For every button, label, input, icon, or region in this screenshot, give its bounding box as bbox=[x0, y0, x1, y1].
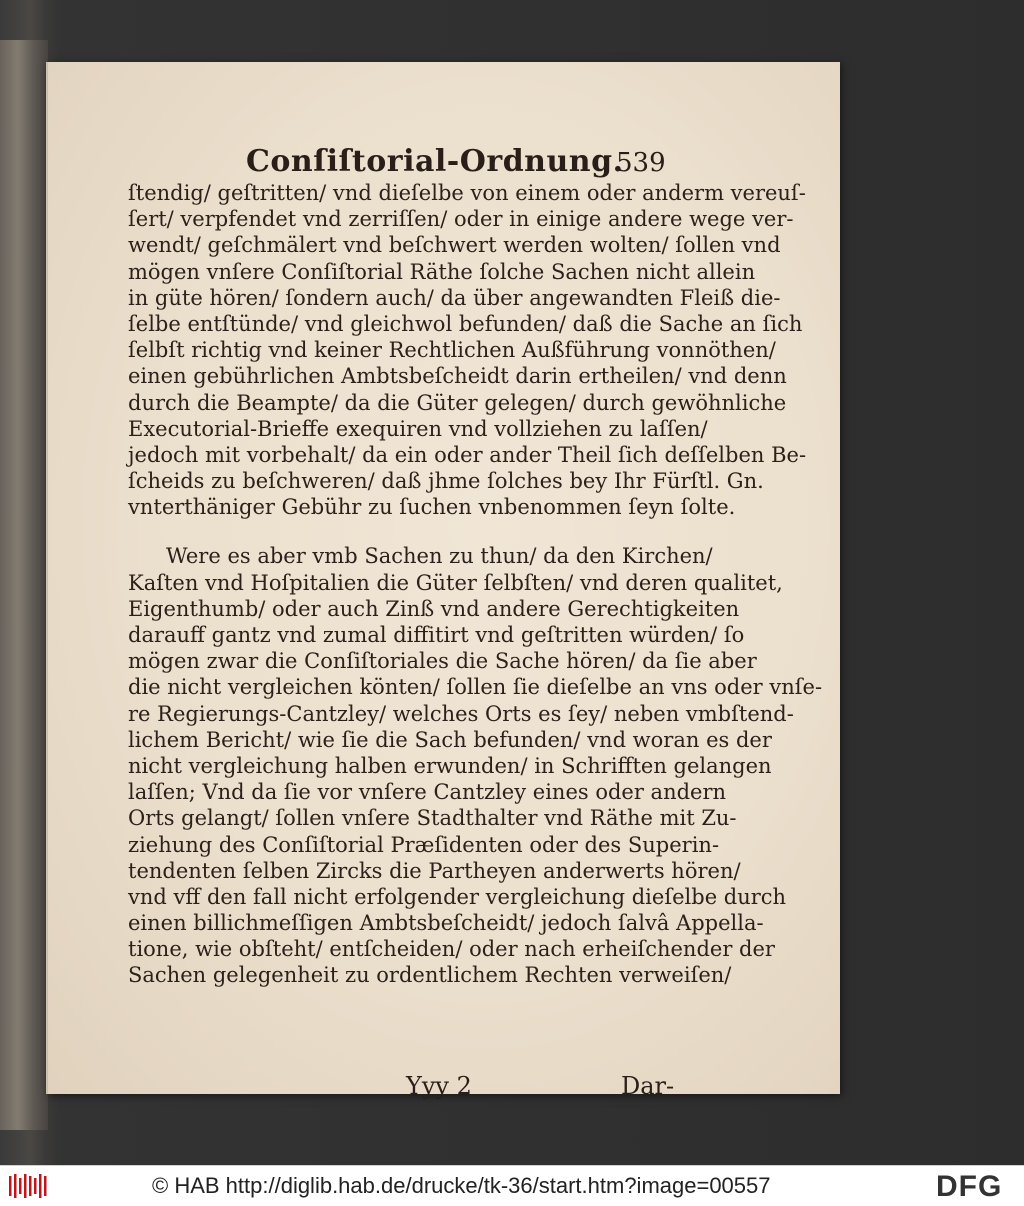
text-line: ſert/ verpfendet vnd zerriſſen/ oder in einige andere wege ver- bbox=[128, 207, 794, 232]
text-line: re Regierungs-Cantzley/ welches Orts es ſey/ neben vmbſtend- bbox=[128, 701, 794, 726]
hab-logo-icon bbox=[8, 1172, 48, 1200]
text-line: die nicht vergleichen könten/ ſollen ſie dieſelbe an vns oder vnſe- bbox=[128, 675, 823, 700]
text-line: ſtendig/ geſtritten/ vnd dieſelbe von einem oder anderm vereuſ- bbox=[128, 181, 806, 205]
page-number: 539 bbox=[616, 148, 666, 178]
text-line: Eigenthumb/ oder auch Zinß vnd andere Gerechtigkeiten bbox=[128, 596, 740, 621]
text-line: einen gebührlichen Ambtsbeſcheidt darin ertheilen/ vnd denn bbox=[128, 364, 787, 389]
running-head bbox=[48, 144, 840, 184]
text-line: darauff gantz vnd zumal diffitirt vnd geſtritten würden/ ſo bbox=[128, 623, 745, 647]
paragraph-2 bbox=[128, 543, 823, 988]
text-line: Kaſten vnd Hoſpitalien die Güter ſelbſten/ vnd deren qualitet, bbox=[128, 570, 783, 595]
text-line: Orts gelangt/ ſollen vnſere Stadthalter vnd Räthe mit Zu- bbox=[128, 806, 737, 831]
text-line: nicht vergleichung halben erwunden/ in Schrifften gelangen bbox=[128, 753, 772, 778]
text-line: ſelbſt richtig vnd keiner Rechtlichen Außführung vonnöthen/ bbox=[128, 338, 776, 363]
text-line: tione, wie obſteht/ entſcheiden/ oder nach erheiſchender der bbox=[128, 937, 775, 962]
dfg-logo: DFG bbox=[936, 1170, 1003, 1203]
text-line: Executorial-Brieffe exequiren vnd vollziehen zu laſſen/ bbox=[128, 416, 708, 441]
text-line: Sachen gelegenheit zu ordentlichem Rechten verweiſen/ bbox=[128, 963, 732, 988]
text-line: jedoch mit vorbehalt/ da ein oder ander Theil ſich deſſelben Be- bbox=[128, 442, 807, 467]
text-line: laſſen; Vnd da ſie vor vnſere Cantzley eines oder andern bbox=[128, 780, 727, 805]
text-line: wendt/ geſchmälert vnd beſchwert werden wolten/ ſollen vnd bbox=[128, 233, 781, 258]
text-line: mögen vnſere Conſiſtorial Räthe ſolche Sachen nicht allein bbox=[128, 259, 756, 284]
text-line: ziehung des Conſiſtorial Præſidenten oder des Superin- bbox=[128, 832, 720, 857]
text-line: tendenten ſelben Zircks die Partheyen anderwerts hören/ bbox=[128, 858, 741, 883]
text-line: vnd vff den fall nicht erfolgender vergleichung dieſelbe durch bbox=[128, 884, 787, 909]
copyright-url-text: © HAB http://diglib.hab.de/drucke/tk-36/start.htm?image=00557 bbox=[152, 1173, 771, 1198]
text-line: Were es aber vmb Sachen zu thun/ da den Kirchen/ bbox=[166, 544, 713, 569]
text-line: ſcheids zu beſchweren/ daß jhme ſolches bey Ihr Fürſtl. Gn. bbox=[128, 469, 764, 494]
text-line: durch die Beampte/ da die Güter gelegen/ durch gewöhnliche bbox=[128, 390, 787, 415]
book-page bbox=[46, 62, 840, 1100]
text-line: lichem Bericht/ wie ſie die Sach befunden/ vnd woran es der bbox=[128, 727, 772, 752]
text-line: mögen zwar die Conſiſtoriales die Sache hören/ da ſie aber bbox=[128, 649, 757, 674]
text-line: vnterthäniger Gebühr zu ſuchen vnbenommen ſeyn ſolte. bbox=[128, 495, 736, 520]
left-page-edge bbox=[0, 40, 48, 1130]
footer-bar bbox=[0, 1165, 1024, 1206]
text-line: ſelbe entſtünde/ vnd gleichwol befunden/ daß die Sache an ſich bbox=[128, 311, 803, 336]
signature-mark: Yyy 2 bbox=[406, 1072, 472, 1100]
running-title: Conſiſtorial-Ordnung. bbox=[246, 144, 624, 179]
catchword: Dar- bbox=[621, 1072, 675, 1100]
text-line: in güte hören/ ſondern auch/ da über angewandten Fleiß die- bbox=[128, 285, 781, 310]
body-text bbox=[128, 180, 823, 989]
text-line: einen billichmeſſigen Ambtsbeſcheidt/ jedoch ſalvâ Appella- bbox=[128, 911, 764, 936]
page-footer-line bbox=[48, 1072, 840, 1102]
paragraph-1 bbox=[128, 180, 807, 520]
